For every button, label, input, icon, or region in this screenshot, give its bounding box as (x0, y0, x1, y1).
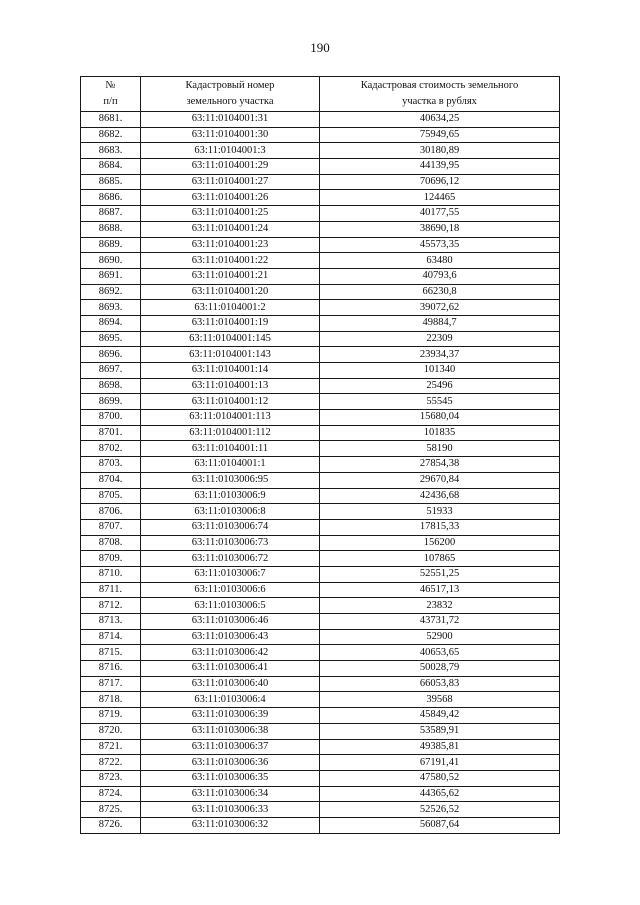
row-number-cell: 8713. (81, 614, 141, 630)
row-number-cell: 8711. (81, 582, 141, 598)
row-number-cell: 8702. (81, 441, 141, 457)
cadastral-number-cell: 63:11:0104001:26 (141, 190, 320, 206)
cadastral-number-cell: 63:11:0104001:20 (141, 284, 320, 300)
row-number-cell: 8717. (81, 676, 141, 692)
cadastral-number-cell: 63:11:0104001:21 (141, 268, 320, 284)
table-row (81, 378, 560, 394)
cadastral-value-cell: 46517,13 (320, 582, 560, 598)
table-row (81, 425, 560, 441)
row-number-cell: 8725. (81, 802, 141, 818)
cadastral-value-cell: 107865 (320, 551, 560, 567)
table-row (81, 488, 560, 504)
row-number-cell: 8709. (81, 551, 141, 567)
header-cadastral-value-line-1: Кадастровая стоимость земельного (360, 80, 519, 91)
table-row (81, 127, 560, 143)
table-row (81, 206, 560, 222)
table-row (81, 535, 560, 551)
row-number-cell: 8698. (81, 378, 141, 394)
cadastral-value-cell: 44365,62 (320, 786, 560, 802)
row-number-cell: 8721. (81, 739, 141, 755)
row-number-cell: 8681. (81, 112, 141, 128)
table-row (81, 723, 560, 739)
header-cadastral-number-line-2: земельного участка (186, 96, 274, 107)
cadastral-number-cell: 63:11:0103006:72 (141, 551, 320, 567)
table-row (81, 582, 560, 598)
row-number-cell: 8708. (81, 535, 141, 551)
cadastral-value-cell: 43731,72 (320, 614, 560, 630)
cadastral-value-cell: 52900 (320, 629, 560, 645)
row-number-cell: 8696. (81, 347, 141, 363)
row-number-cell: 8703. (81, 457, 141, 473)
cadastral-value-cell: 101340 (320, 363, 560, 379)
cadastral-number-cell: 63:11:0104001:112 (141, 425, 320, 441)
table-row (81, 770, 560, 786)
header-cadastral-number-line-1: Кадастровый номер (185, 80, 275, 91)
cadastral-value-cell: 51933 (320, 504, 560, 520)
table-header (81, 77, 560, 112)
cadastral-number-cell: 63:11:0104001:23 (141, 237, 320, 253)
table-row (81, 237, 560, 253)
cadastral-value-cell: 22309 (320, 331, 560, 347)
table-row (81, 676, 560, 692)
cadastral-value-cell: 101835 (320, 425, 560, 441)
row-number-cell: 8693. (81, 300, 141, 316)
cadastral-number-cell: 63:11:0103006:5 (141, 598, 320, 614)
cadastral-value-cell: 40793,6 (320, 268, 560, 284)
cadastral-number-cell: 63:11:0103006:34 (141, 786, 320, 802)
cadastral-number-cell: 63:11:0104001:143 (141, 347, 320, 363)
cadastral-number-cell: 63:11:0103006:9 (141, 488, 320, 504)
table-row (81, 347, 560, 363)
cadastral-number-cell: 63:11:0103006:41 (141, 661, 320, 677)
cadastral-number-cell: 63:11:0103006:73 (141, 535, 320, 551)
cadastral-number-cell: 63:11:0103006:40 (141, 676, 320, 692)
table-row (81, 284, 560, 300)
table-row (81, 661, 560, 677)
table-row (81, 159, 560, 175)
cadastral-value-cell: 49385,81 (320, 739, 560, 755)
row-number-cell: 8718. (81, 692, 141, 708)
cadastral-number-cell: 63:11:0104001:31 (141, 112, 320, 128)
cadastral-number-cell: 63:11:0103006:8 (141, 504, 320, 520)
cadastral-value-cell: 52551,25 (320, 566, 560, 582)
row-number-cell: 8684. (81, 159, 141, 175)
cadastral-number-cell: 63:11:0104001:1 (141, 457, 320, 473)
table-row (81, 692, 560, 708)
header-row-number-line-1: № (105, 80, 116, 91)
cadastral-value-cell: 67191,41 (320, 755, 560, 771)
cadastral-number-cell: 63:11:0103006:39 (141, 708, 320, 724)
cadastral-value-cell: 27854,38 (320, 457, 560, 473)
cadastral-number-cell: 63:11:0104001:113 (141, 410, 320, 426)
cadastral-value-cell: 40177,55 (320, 206, 560, 222)
cadastral-value-cell: 49884,7 (320, 315, 560, 331)
table-row (81, 817, 560, 833)
table-row (81, 143, 560, 159)
row-number-cell: 8689. (81, 237, 141, 253)
table-body (81, 112, 560, 834)
cadastral-value-cell: 17815,33 (320, 519, 560, 535)
cadastral-number-cell: 63:11:0104001:3 (141, 143, 320, 159)
table-row (81, 504, 560, 520)
cadastral-number-cell: 63:11:0103006:43 (141, 629, 320, 645)
cadastral-number-cell: 63:11:0104001:14 (141, 363, 320, 379)
cadastral-number-cell: 63:11:0104001:25 (141, 206, 320, 222)
table-row (81, 519, 560, 535)
table-row (81, 708, 560, 724)
row-number-cell: 8707. (81, 519, 141, 535)
cadastral-value-cell: 15680,04 (320, 410, 560, 426)
cadastral-number-cell: 63:11:0103006:6 (141, 582, 320, 598)
table-row (81, 566, 560, 582)
table-row (81, 331, 560, 347)
cadastral-number-cell: 63:11:0104001:24 (141, 221, 320, 237)
row-number-cell: 8719. (81, 708, 141, 724)
cadastral-number-cell: 63:11:0103006:74 (141, 519, 320, 535)
table-row (81, 645, 560, 661)
row-number-cell: 8683. (81, 143, 141, 159)
row-number-cell: 8694. (81, 315, 141, 331)
cadastral-number-cell: 63:11:0103006:38 (141, 723, 320, 739)
table-row (81, 410, 560, 426)
row-number-cell: 8714. (81, 629, 141, 645)
header-cadastral-number (141, 77, 320, 112)
cadastral-number-cell: 63:11:0103006:37 (141, 739, 320, 755)
row-number-cell: 8688. (81, 221, 141, 237)
cadastral-number-cell: 63:11:0104001:11 (141, 441, 320, 457)
row-number-cell: 8705. (81, 488, 141, 504)
cadastral-value-cell: 39072,62 (320, 300, 560, 316)
table-row (81, 786, 560, 802)
cadastral-value-cell: 47580,52 (320, 770, 560, 786)
header-row-number (81, 77, 141, 112)
cadastral-number-cell: 63:11:0103006:46 (141, 614, 320, 630)
row-number-cell: 8682. (81, 127, 141, 143)
cadastral-value-cell: 70696,12 (320, 174, 560, 190)
header-cadastral-value-line-2: участка в рублях (402, 96, 477, 107)
cadastral-number-cell: 63:11:0104001:145 (141, 331, 320, 347)
cadastral-value-cell: 56087,64 (320, 817, 560, 833)
row-number-cell: 8724. (81, 786, 141, 802)
cadastral-value-cell: 42436,68 (320, 488, 560, 504)
cadastral-value-cell: 55545 (320, 394, 560, 410)
cadastral-number-cell: 63:11:0103006:95 (141, 472, 320, 488)
table-row (81, 112, 560, 128)
table-row (81, 394, 560, 410)
cadastral-value-cell: 38690,18 (320, 221, 560, 237)
row-number-cell: 8691. (81, 268, 141, 284)
table-row (81, 551, 560, 567)
cadastral-value-cell: 63480 (320, 253, 560, 269)
row-number-cell: 8722. (81, 755, 141, 771)
table-row (81, 457, 560, 473)
table-row (81, 300, 560, 316)
cadastral-value-cell: 45573,35 (320, 237, 560, 253)
row-number-cell: 8695. (81, 331, 141, 347)
cadastral-number-cell: 63:11:0104001:29 (141, 159, 320, 175)
header-cadastral-value (320, 77, 560, 112)
row-number-cell: 8685. (81, 174, 141, 190)
table-row (81, 739, 560, 755)
cadastral-value-cell: 44139,95 (320, 159, 560, 175)
table-row (81, 802, 560, 818)
table-row (81, 221, 560, 237)
cadastral-value-cell: 75949,65 (320, 127, 560, 143)
row-number-cell: 8686. (81, 190, 141, 206)
table-row (81, 441, 560, 457)
cadastral-value-cell: 124465 (320, 190, 560, 206)
table-row (81, 268, 560, 284)
table-row (81, 190, 560, 206)
cadastral-value-cell: 40634,25 (320, 112, 560, 128)
table-row (81, 315, 560, 331)
row-number-cell: 8697. (81, 363, 141, 379)
row-number-cell: 8699. (81, 394, 141, 410)
cadastral-value-cell: 50028,79 (320, 661, 560, 677)
row-number-cell: 8720. (81, 723, 141, 739)
cadastral-number-cell: 63:11:0104001:12 (141, 394, 320, 410)
row-number-cell: 8726. (81, 817, 141, 833)
row-number-cell: 8692. (81, 284, 141, 300)
cadastral-number-cell: 63:11:0104001:22 (141, 253, 320, 269)
row-number-cell: 8723. (81, 770, 141, 786)
row-number-cell: 8715. (81, 645, 141, 661)
cadastral-value-cell: 45849,42 (320, 708, 560, 724)
row-number-cell: 8690. (81, 253, 141, 269)
table-row (81, 174, 560, 190)
cadastral-number-cell: 63:11:0104001:19 (141, 315, 320, 331)
table-row (81, 755, 560, 771)
cadastral-number-cell: 63:11:0103006:42 (141, 645, 320, 661)
cadastral-value-cell: 40653,65 (320, 645, 560, 661)
cadastral-number-cell: 63:11:0104001:13 (141, 378, 320, 394)
cadastral-value-cell: 29670,84 (320, 472, 560, 488)
cadastral-value-cell: 30180,89 (320, 143, 560, 159)
cadastral-number-cell: 63:11:0103006:32 (141, 817, 320, 833)
row-number-cell: 8712. (81, 598, 141, 614)
cadastral-number-cell: 63:11:0103006:35 (141, 770, 320, 786)
cadastral-value-cell: 25496 (320, 378, 560, 394)
cadastral-value-cell: 156200 (320, 535, 560, 551)
table-row (81, 614, 560, 630)
row-number-cell: 8706. (81, 504, 141, 520)
table-row (81, 629, 560, 645)
row-number-cell: 8710. (81, 566, 141, 582)
cadastral-number-cell: 63:11:0104001:27 (141, 174, 320, 190)
cadastral-value-table (80, 76, 560, 834)
page-number: 190 (310, 40, 330, 55)
table-row (81, 253, 560, 269)
cadastral-number-cell: 63:11:0103006:7 (141, 566, 320, 582)
row-number-cell: 8701. (81, 425, 141, 441)
cadastral-number-cell: 63:11:0103006:33 (141, 802, 320, 818)
cadastral-value-cell: 23832 (320, 598, 560, 614)
cadastral-value-cell: 58190 (320, 441, 560, 457)
cadastral-value-cell: 52526,52 (320, 802, 560, 818)
row-number-cell: 8704. (81, 472, 141, 488)
cadastral-number-cell: 63:11:0103006:36 (141, 755, 320, 771)
cadastral-number-cell: 63:11:0104001:30 (141, 127, 320, 143)
row-number-cell: 8687. (81, 206, 141, 222)
cadastral-value-cell: 39568 (320, 692, 560, 708)
table-row (81, 598, 560, 614)
cadastral-number-cell: 63:11:0103006:4 (141, 692, 320, 708)
table-header-row (81, 77, 560, 112)
header-row-number-line-2: п/п (103, 96, 118, 107)
cadastral-number-cell: 63:11:0104001:2 (141, 300, 320, 316)
row-number-cell: 8716. (81, 661, 141, 677)
cadastral-value-cell: 23934,37 (320, 347, 560, 363)
row-number-cell: 8700. (81, 410, 141, 426)
table-row (81, 472, 560, 488)
cadastral-value-cell: 53589,91 (320, 723, 560, 739)
cadastral-value-cell: 66053,83 (320, 676, 560, 692)
cadastral-value-cell: 66230,8 (320, 284, 560, 300)
table-row (81, 363, 560, 379)
